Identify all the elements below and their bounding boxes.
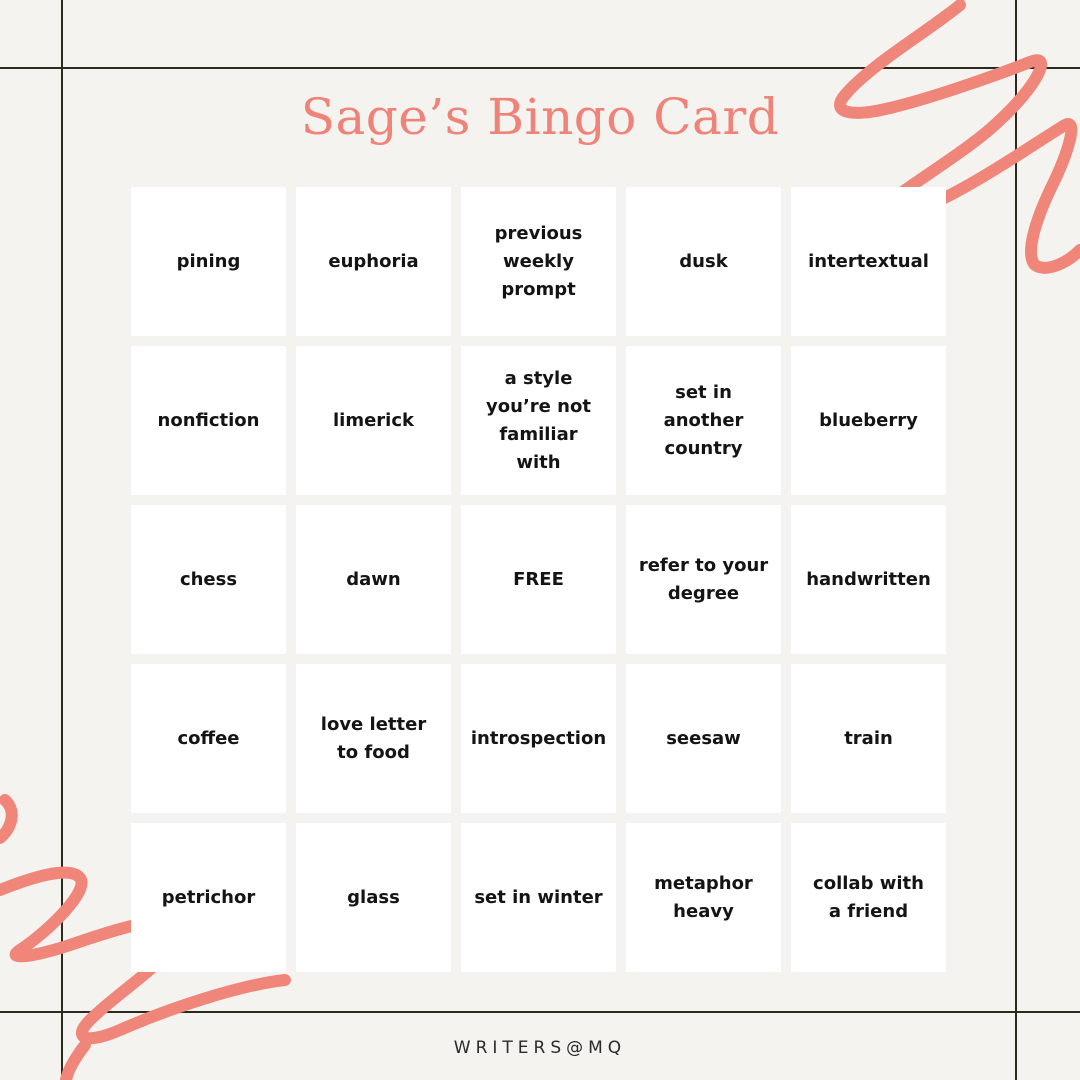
bingo-cell-label: glass (347, 886, 400, 908)
footer-brand: WRITERS@MQ (453, 1038, 627, 1058)
bingo-cell-label: dawn (346, 568, 401, 590)
bingo-cell[interactable] (626, 823, 781, 972)
bingo-cell-label: nonfiction (157, 409, 260, 431)
bingo-cell-label: handwritten (806, 568, 931, 590)
bingo-cell-label: pining (176, 250, 241, 272)
bingo-cell-label: coffee (177, 727, 240, 749)
bingo-cell-label: previous weekly prompt (494, 222, 583, 300)
bingo-cell[interactable] (461, 187, 616, 336)
frame-line-top (0, 67, 1080, 69)
bingo-cell[interactable] (461, 346, 616, 495)
bingo-cell[interactable] (131, 505, 286, 654)
bingo-cell-label: collab with a friend (813, 872, 924, 922)
bingo-cell[interactable] (131, 664, 286, 813)
bingo-cell-label: seesaw (666, 727, 741, 749)
bingo-cell[interactable] (626, 346, 781, 495)
bingo-cell-label: petrichor (161, 886, 256, 908)
frame-line-bottom (0, 1011, 1080, 1013)
page-title: Sage’s Bingo Card (300, 88, 780, 146)
bingo-cell[interactable] (296, 823, 451, 972)
bingo-cell[interactable] (791, 505, 946, 654)
bingo-cell[interactable] (626, 664, 781, 813)
bingo-cell[interactable] (791, 346, 946, 495)
bingo-cell-label: train (844, 727, 893, 749)
bingo-cell[interactable] (131, 823, 286, 972)
bingo-cell-free[interactable] (461, 505, 616, 654)
bingo-cell-label: introspection (470, 727, 607, 749)
bingo-grid (131, 187, 949, 972)
bingo-cell-label: refer to your degree (638, 554, 769, 604)
bingo-cell-label: dusk (679, 250, 728, 272)
bingo-cell[interactable] (791, 823, 946, 972)
bingo-cell-label: set in another country (663, 381, 744, 459)
bingo-cell[interactable] (626, 505, 781, 654)
bingo-cell[interactable] (791, 187, 946, 336)
bingo-cell[interactable] (626, 187, 781, 336)
bingo-cell[interactable] (296, 505, 451, 654)
bingo-cell-label: love letter to food (320, 713, 427, 763)
bingo-cell-label: a style you’re not familiar with (486, 367, 591, 473)
bingo-cell-label: FREE (513, 568, 564, 590)
frame-line-left (61, 0, 63, 1080)
bingo-cell[interactable] (296, 346, 451, 495)
bingo-cell[interactable] (296, 664, 451, 813)
bingo-cell[interactable] (131, 346, 286, 495)
bingo-cell-label: set in winter (474, 886, 603, 908)
bingo-cell-label: limerick (333, 409, 414, 431)
bingo-cell[interactable] (461, 823, 616, 972)
bingo-cell-label: metaphor heavy (654, 872, 753, 922)
bingo-cell[interactable] (131, 187, 286, 336)
frame-line-right (1015, 0, 1017, 1080)
bingo-cell-label: euphoria (328, 250, 419, 272)
bingo-cell-label: chess (179, 568, 238, 590)
bingo-cell[interactable] (461, 664, 616, 813)
bingo-cell-label: intertextual (808, 250, 929, 272)
bingo-cell[interactable] (791, 664, 946, 813)
bingo-cell[interactable] (296, 187, 451, 336)
bingo-cell-label: blueberry (819, 409, 918, 431)
